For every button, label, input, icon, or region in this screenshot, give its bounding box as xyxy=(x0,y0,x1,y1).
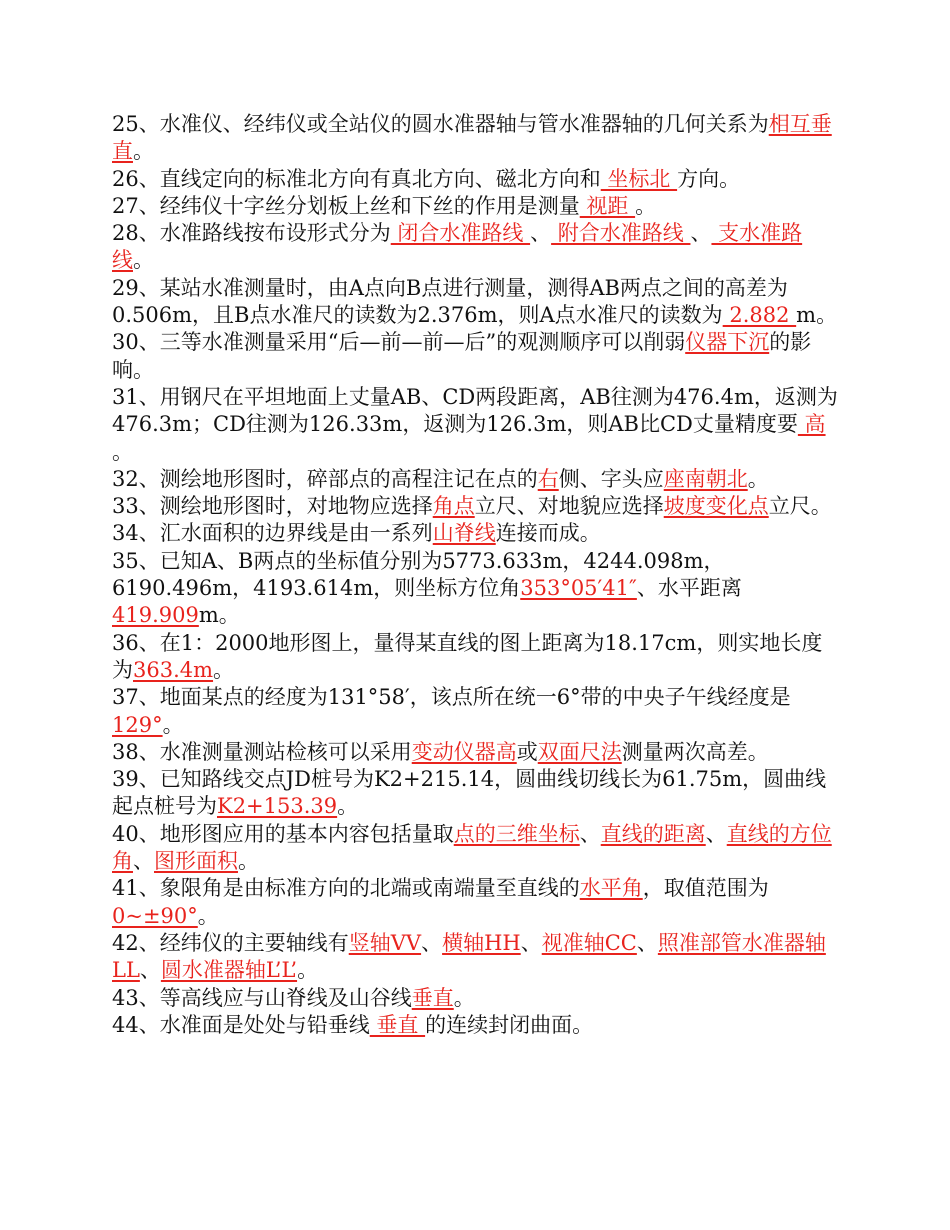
question-item xyxy=(112,520,842,547)
question-item xyxy=(112,466,842,493)
question-item xyxy=(112,684,842,739)
answer-text: 0~±90° xyxy=(112,903,198,928)
question-text: 连接而成。 xyxy=(495,521,601,546)
question-text: 、水平距离 xyxy=(636,576,742,601)
answer-text: K2+153.39 xyxy=(217,794,338,819)
question-item xyxy=(112,766,842,821)
answer-text: 圆水准器轴L’L’ xyxy=(160,958,298,983)
answer-text: 坐标北 xyxy=(600,166,678,191)
question-text: 或 xyxy=(516,739,538,764)
question-item xyxy=(112,985,842,1012)
question-text: 41、象限角是由标准方向的北端或南端量至直线的 xyxy=(112,876,580,901)
question-text: 28、水准路线按布设形式分为 xyxy=(112,221,391,246)
question-text: 。 xyxy=(112,439,133,464)
question-text: 、 xyxy=(520,930,542,955)
question-list xyxy=(112,111,842,1039)
question-text: 、 xyxy=(636,930,658,955)
question-text: 。 xyxy=(635,193,657,218)
answer-text: 419.909 xyxy=(112,603,199,628)
answer-text: 直线的方位角 xyxy=(112,821,832,874)
answer-text: 照准部管水准器轴LL xyxy=(112,930,826,983)
question-text: 、 xyxy=(690,221,712,246)
question-text: 42、经纬仪的主要轴线有 xyxy=(112,930,349,955)
question-text: 。 xyxy=(162,712,184,737)
question-item xyxy=(112,166,842,193)
question-text: 29、某站水准测量时，由A点向B点进行测量，测得AB两点之间的高差为0.506m，且B点水准尺的读数为2.376m，则A点水准尺的读数为 xyxy=(112,275,788,328)
question-item xyxy=(112,875,842,930)
answer-text: 山脊线 xyxy=(432,521,496,546)
question-text: 立尺、对地貌应选择 xyxy=(474,494,664,519)
answer-text: 水平角 xyxy=(579,876,643,901)
answer-text: 变动仪器高 xyxy=(411,739,517,764)
question-item xyxy=(112,275,842,330)
question-text: 。 xyxy=(133,139,154,164)
question-text: m。 xyxy=(796,303,838,328)
question-text: 44、水准面是处处与铅垂线 xyxy=(112,1012,370,1037)
question-text: 、 xyxy=(530,221,552,246)
question-text: 、 xyxy=(579,821,601,846)
question-item xyxy=(112,821,842,876)
question-item xyxy=(112,930,842,985)
question-text: 、 xyxy=(421,930,443,955)
question-text: 32、测绘地形图时，碎部点的高程注记在点的 xyxy=(112,466,538,491)
answer-text: 高 xyxy=(797,412,826,437)
answer-text: 垂直 xyxy=(369,1012,426,1037)
question-text: 。 xyxy=(297,958,319,983)
answer-text: 竖轴VV xyxy=(348,930,422,955)
question-item xyxy=(112,384,842,466)
question-item xyxy=(112,329,842,384)
question-text: 、 xyxy=(133,849,154,874)
answer-text: 图形面积 xyxy=(154,849,238,874)
question-text: 34、汇水面积的边界线是由一系列 xyxy=(112,521,433,546)
question-text: 36、在1：2000地形图上，量得某直线的图上距离为18.17cm，则实地长度为 xyxy=(112,630,823,682)
question-text: 40、地形图应用的基本内容包括量取 xyxy=(112,821,454,846)
question-text: m。 xyxy=(198,603,240,628)
question-item xyxy=(112,630,842,685)
answer-text: 座南朝北 xyxy=(663,466,748,491)
question-text: 。 xyxy=(133,248,154,273)
answer-text: 垂直 xyxy=(411,985,454,1010)
answer-text: 363.4m xyxy=(133,657,214,682)
answer-text: 角点 xyxy=(432,494,475,519)
answer-text: 视距 xyxy=(579,193,636,218)
question-text: ，取值范围为 xyxy=(642,876,769,901)
answer-text: 双面尺法 xyxy=(537,739,622,764)
answer-text: 坡度变化点 xyxy=(663,494,769,519)
question-text: 。 xyxy=(453,985,475,1010)
question-text: 27、经纬仪十字丝分划板上丝和下丝的作用是测量 xyxy=(112,193,580,218)
question-text: 方向。 xyxy=(677,166,741,191)
question-text: 的连续封闭曲面。 xyxy=(425,1012,594,1037)
question-text: 26、直线定向的标准北方向有真北方向、磁北方向和 xyxy=(112,166,601,191)
question-text: 25、水准仪、经纬仪或全站仪的圆水准器轴与管水准器轴的几何关系为 xyxy=(112,112,769,136)
answer-text: 直线的距离 xyxy=(600,821,706,846)
question-text: 37、地面某点的经度为131°58′，该点所在统一6°带的中央子午线经度是 xyxy=(112,685,791,710)
answer-text: 353°05′41″ xyxy=(520,576,637,601)
question-text: 。 xyxy=(197,903,219,928)
answer-text: 2.882 xyxy=(722,303,797,328)
question-item xyxy=(112,220,842,275)
question-text: 。 xyxy=(238,849,259,874)
question-text: 、 xyxy=(705,821,727,846)
question-text: 、 xyxy=(139,958,161,983)
question-text: 测量两次高差。 xyxy=(621,739,769,764)
answer-text: 横轴HH xyxy=(442,930,521,955)
answer-text: 点的三维坐标 xyxy=(453,821,580,846)
question-item xyxy=(112,548,842,630)
answer-text: 右 xyxy=(537,466,559,491)
question-text: 的影响。 xyxy=(112,330,812,382)
question-text: 。 xyxy=(337,794,359,819)
answer-text: 支水准路线 xyxy=(112,221,803,273)
question-text: 38、水准测量测站检核可以采用 xyxy=(112,739,412,764)
answer-text: 相互垂直 xyxy=(112,112,832,164)
question-text: 。 xyxy=(747,466,769,491)
answer-text: 视准轴CC xyxy=(541,930,637,955)
answer-text: 仪器下沉 xyxy=(685,330,770,355)
question-item xyxy=(112,739,842,766)
question-item xyxy=(112,193,842,220)
question-item xyxy=(112,493,842,520)
answer-text: 129° xyxy=(112,712,163,737)
question-text: 31、用钢尺在平坦地面上丈量AB、CD两段距离，AB往测为476.4m，返测为476.3m；CD往测为126.33m，返测为126.3m，则AB比CD丈量精度要 xyxy=(112,384,838,437)
question-text: 33、测绘地形图时，对地物应选择 xyxy=(112,494,433,519)
question-text: 39、已知路线交点JD桩号为K2+215.14，圆曲线切线长为61.75m，圆曲线起点桩号为 xyxy=(112,767,827,819)
question-text: 立尺。 xyxy=(768,494,832,519)
question-text: 。 xyxy=(213,657,235,682)
question-text: 30、三等水准测量采用“后—前—前—后”的观测顺序可以削弱 xyxy=(112,330,686,355)
question-text: 43、等高线应与山脊线及山谷线 xyxy=(112,985,412,1010)
question-item xyxy=(112,1012,842,1039)
question-item xyxy=(112,111,842,166)
question-text: 侧、字头应 xyxy=(558,466,664,491)
answer-text: 附合水准路线 xyxy=(551,221,691,246)
answer-text: 闭合水准路线 xyxy=(390,221,531,246)
question-text: 35、已知A、B两点的坐标值分别为5773.633m，4244.098m，6190.496m，4193.614m，则坐标方位角 xyxy=(112,548,725,601)
